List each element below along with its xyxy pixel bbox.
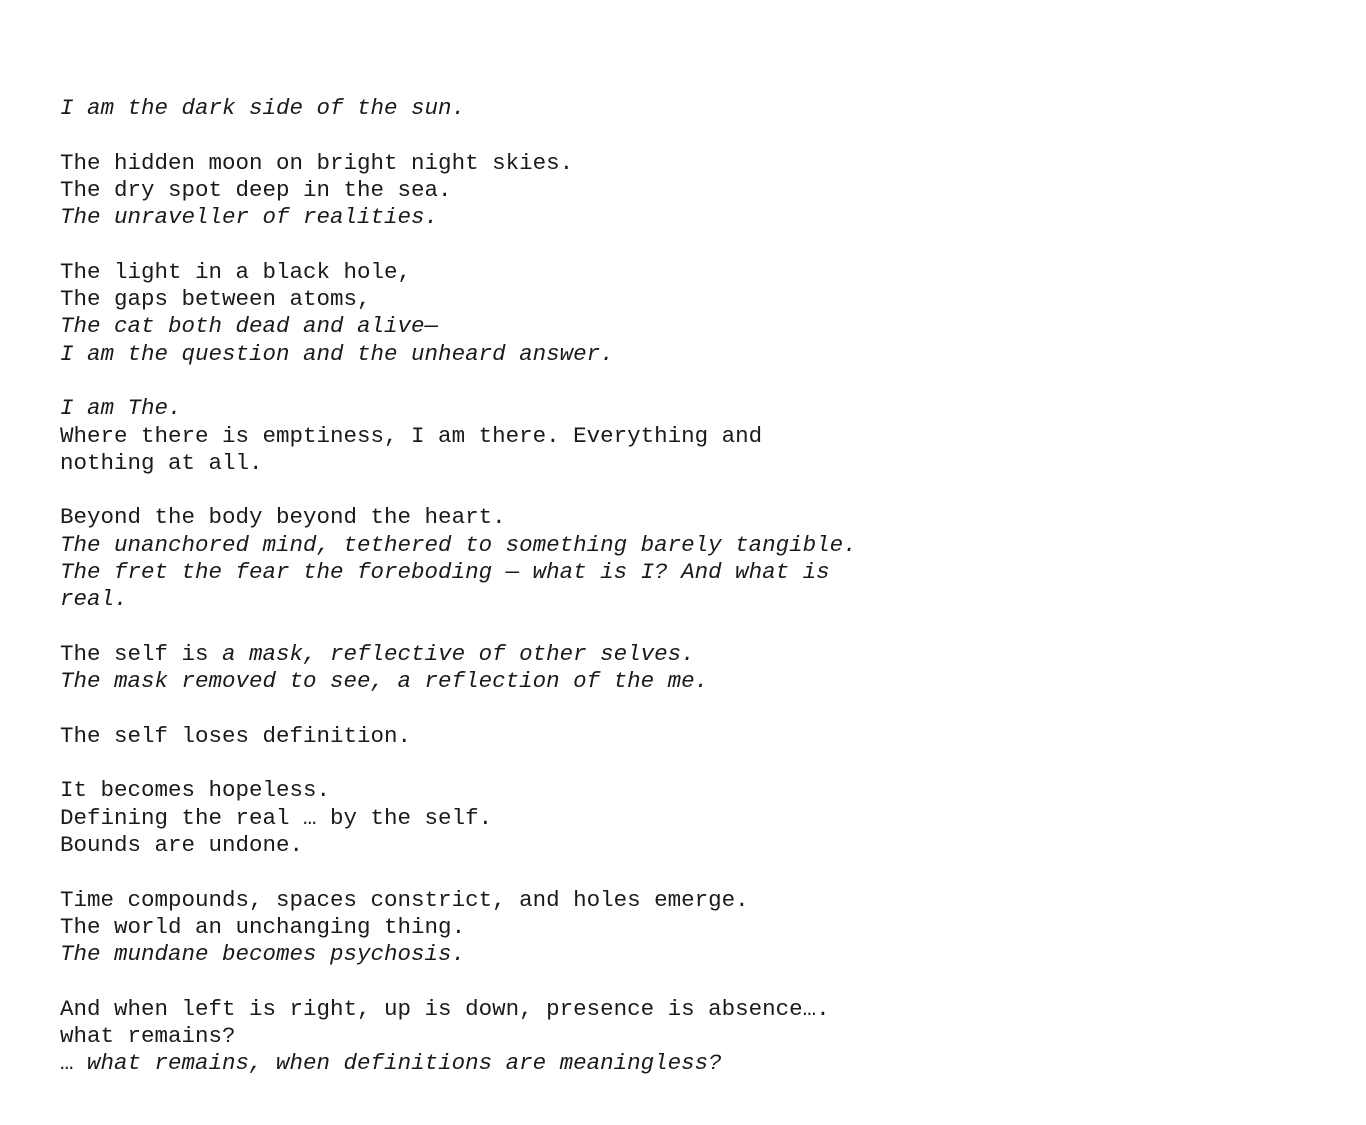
poem-line: real. xyxy=(60,586,128,613)
stanza-7 xyxy=(60,723,1320,750)
poem-line: The unraveller of realities. xyxy=(60,204,439,231)
poem-line: Bounds are undone. xyxy=(60,832,304,859)
stanza-1 xyxy=(60,95,1320,122)
poem-line: The hidden moon on bright night skies. xyxy=(60,149,574,176)
poem-line-end: what remains, when definitions are meaningless? xyxy=(87,1050,722,1077)
poem-line: Beyond the body beyond the heart. xyxy=(60,504,506,531)
stanza-3 xyxy=(60,259,1320,368)
poem-line: nothing at all. xyxy=(60,449,263,476)
poem-line: Defining the real … by the self. xyxy=(60,804,493,831)
poem-line: It becomes hopeless. xyxy=(60,777,331,804)
poem-line: The dry spot deep in the sea. xyxy=(60,176,452,203)
stanza-2 xyxy=(60,150,1320,232)
poem-line: The gaps between atoms, xyxy=(60,286,371,313)
poem-line-start: The self is xyxy=(60,640,223,667)
stanza-5 xyxy=(60,504,1320,613)
poem-line: Where there is emptiness, I am there. Everything and xyxy=(60,422,763,449)
poem-line: The mask removed to see, a reflection of the me. xyxy=(60,668,709,695)
stanza-9 xyxy=(60,887,1320,969)
poem-line: The unanchored mind, tethered to something barely tangible. xyxy=(60,531,857,558)
poem-line xyxy=(60,1050,1320,1077)
poem-line: The mundane becomes psychosis. xyxy=(60,941,466,968)
poem-line: The cat both dead and alive— xyxy=(60,313,439,340)
poem-line-start: … xyxy=(60,1050,88,1077)
poem-line: Time compounds, spaces constrict, and holes emerge. xyxy=(60,886,749,913)
poem-line: The light in a black hole, xyxy=(60,258,412,285)
stanza-4 xyxy=(60,395,1320,477)
poem-line: I am the question and the unheard answer. xyxy=(60,340,614,367)
poem xyxy=(60,95,1320,1078)
stanza-10 xyxy=(60,996,1320,1078)
poem-line: what remains? xyxy=(60,1023,236,1050)
poem-line: The self loses definition. xyxy=(60,722,412,749)
stanza-8 xyxy=(60,777,1320,859)
stanza-6 xyxy=(60,641,1320,696)
poem-line: The world an unchanging thing. xyxy=(60,913,466,940)
poem-line: I am The. xyxy=(60,395,182,422)
poem-line xyxy=(60,641,1320,668)
poem-line-end: a mask, reflective of other selves. xyxy=(222,640,695,667)
poem-line: The fret the fear the foreboding — what is I? And what is xyxy=(60,559,830,586)
poem-line: I am the dark side of the sun. xyxy=(60,95,466,121)
poem-line: And when left is right, up is down, presence is absence…. xyxy=(60,995,830,1022)
